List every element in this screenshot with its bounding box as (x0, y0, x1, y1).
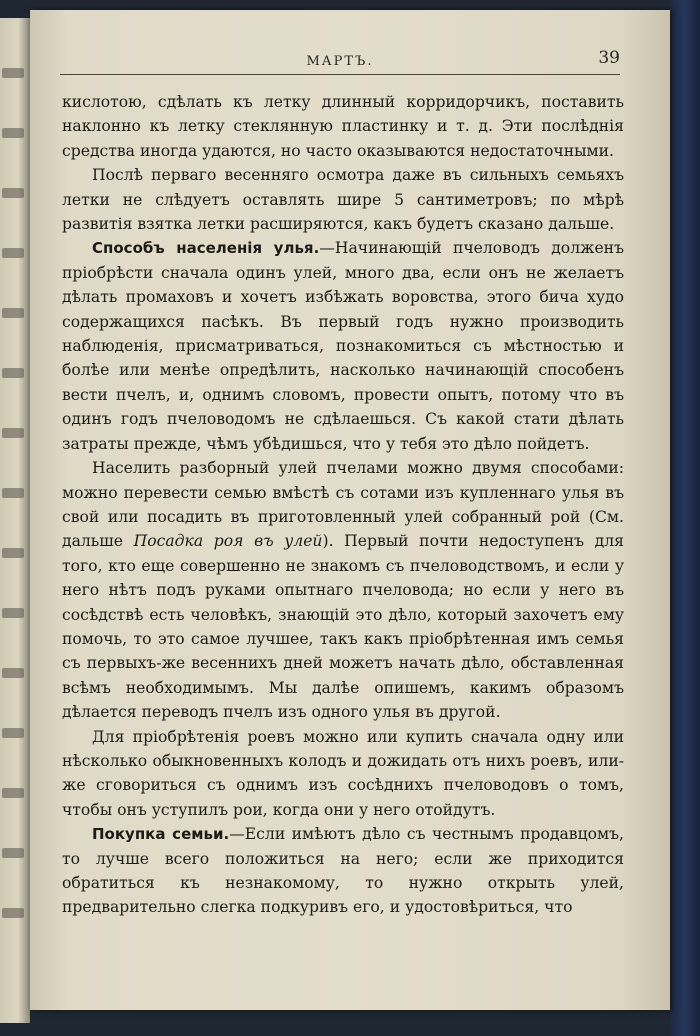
page-body (62, 90, 624, 920)
italic-reference: Посадка роя въ улей (133, 532, 323, 551)
facing-page-text-fragment (2, 668, 24, 678)
paragraph: Для пріобрѣтенія роевъ можно или купить сначала одну или нѣсколько обыкновенныхъ колодъ и дожидать отъ нихъ роевъ, или-же сговориться съ однимъ изъ сосѣднихъ пчеловодовъ о томъ, чтобы онъ уступилъ рои, когда они у него отойдутъ. (62, 727, 624, 819)
facing-page-text-fragment (2, 68, 24, 78)
book-spine (670, 0, 700, 1036)
facing-page-text-fragment (2, 488, 24, 498)
facing-page-text-fragment (2, 908, 24, 918)
facing-page-text-fragment (2, 728, 24, 738)
paragraph-text: —Начинающій пчеловодъ долженъ пріобрѣсти сначала одинъ улей, много два, если онъ не желаетъ дѣлать промаховъ и хочетъ избѣжать воровства, этого бича худо содержащихся пасѣкъ. Въ первый годъ нужно производить наблюденія, присматриваться, познакомиться съ мѣстностью и болѣе или менѣе опредѣлить, насколько начинающій способенъ вести пчелъ, и, однимъ словомъ, провести опытъ, потому что въ одинъ годъ пчеловодомъ не сдѣлаешься. Съ какой стати дѣлать затраты прежде, чѣмъ убѣдишься, что у тебя это дѣло пойдетъ. (62, 239, 624, 453)
facing-page-text-fragment (2, 368, 24, 378)
facing-page-edge (0, 18, 30, 1023)
paragraph (62, 236, 624, 456)
section-heading: Способъ населенія улья. (92, 239, 320, 258)
paragraph-text: ). Первый почти недоступенъ для того, кто еще совершенно не знакомъ съ пчеловодствомъ, и если у него нѣтъ подъ руками опытнаго пчеловода; но если у него въ сосѣдствѣ есть человѣкъ, знающій это дѣло, который захочетъ ему помочь, то это самое лучшее, такъ какъ пріобрѣтенная имъ семья съ первыхъ-же весеннихъ дней можетъ начать дѣло, обставленная всѣмъ необходимымъ. Мы далѣе опишемъ, какимъ образомъ дѣлается переводъ пчелъ изъ одного улья въ другой. (62, 532, 624, 722)
facing-page-text-fragment (2, 128, 24, 138)
paragraph-text: —Если имѣютъ дѣло съ честнымъ продавцомъ, то лучше всего положиться на него; если же приходится обратиться къ незнакомому, то нужно открыть улей, предварительно слегка подкуривъ его, и удостовѣриться, что (62, 825, 624, 917)
paragraph: Послѣ перваго весенняго осмотра даже въ сильныхъ семьяхъ летки не слѣдуетъ оставлять шире 5 сантиметровъ; по мѣрѣ развитія взятка летки расширяются, какъ будетъ сказано дальше. (62, 166, 624, 234)
facing-page-text-fragment (2, 308, 24, 318)
book-page (30, 10, 670, 1010)
section-heading: Покупка семьи. (92, 825, 230, 844)
facing-page-text-fragment (2, 248, 24, 258)
paragraph-text: Населить разборный улей пчелами можно двумя способами: можно перевести семью вмѣстѣ съ сотами изъ купленнаго улья въ свой или посадить въ приготовленный улей собранный рой (См. дальше (62, 459, 624, 551)
page-number: 39 (598, 48, 620, 68)
paragraph (62, 822, 624, 920)
facing-page-text-fragment (2, 788, 24, 798)
facing-page-text-fragment (2, 608, 24, 618)
page-header (60, 46, 620, 75)
running-title: МАРТЪ. (306, 54, 374, 69)
facing-page-text-fragment (2, 188, 24, 198)
paragraph (62, 456, 624, 724)
facing-page-text-fragment (2, 548, 24, 558)
paragraph: кислотою, сдѣлать къ летку длинный корридорчикъ, поставить наклонно къ летку стеклянную пластинку и т. д. Эти послѣднія средства иногда удаются, но часто оказываются недостаточными. (62, 93, 624, 160)
facing-page-text-fragment (2, 428, 24, 438)
facing-page-text-fragment (2, 848, 24, 858)
